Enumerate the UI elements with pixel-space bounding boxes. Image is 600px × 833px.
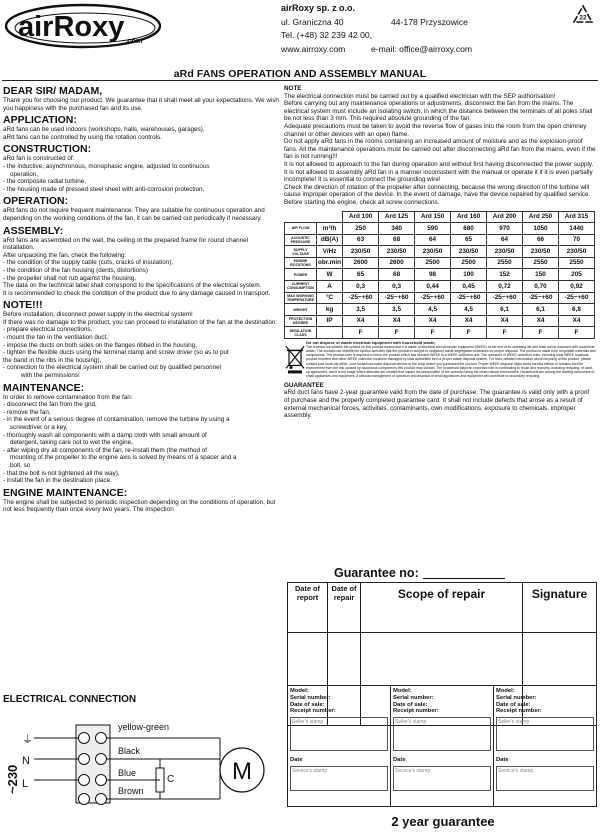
- table-row: [285, 292, 595, 304]
- table-cell: 3,5: [343, 304, 379, 316]
- table-cell: 230/50: [379, 246, 415, 258]
- table-cell: F: [451, 327, 487, 339]
- assembly-line: - the condition of the supply cable (cuts, cracks of insulation),: [3, 259, 174, 267]
- note-paragraph: Before carrying out any maintenance operations or adjustments, disconnect the fan from the mains. The electrical system must include an isolating switch, in which the distance between the terminals of all poles shall be not less than 3 mm. This required absolute grounding of the fan.: [284, 100, 593, 123]
- receipt-field[interactable]: Receipt number:: [496, 708, 542, 715]
- model-header: Ard 150: [415, 211, 451, 223]
- note-line: Before installation, disconnect power supply in the electrical system!: [3, 311, 193, 319]
- construction-line: operation,: [10, 170, 39, 178]
- row-label: AIR FLOW: [285, 223, 317, 235]
- assembly-heading: ASSEMBLY:: [3, 224, 64, 237]
- assembly-line: It is recommended to check the condition of the product due to any damage caused in transport.: [3, 289, 271, 297]
- postcode-city: 44-178 Przyszowice: [391, 16, 468, 27]
- two-year-guarantee: 2 year guarantee: [391, 814, 495, 829]
- weee-title: Do not dispose of waste electrical equipment with household waste.: [306, 340, 436, 346]
- row-unit: kg: [317, 304, 343, 316]
- table-cell: X4: [487, 315, 523, 327]
- ground-icon: ⏚: [22, 733, 33, 746]
- recycle-icon: [571, 4, 595, 28]
- row-label: INSULATION CLASS: [285, 327, 317, 339]
- note-paragraph: The electrical connection must be carried out by a qualified electrician with the SEP authorisation!: [284, 92, 556, 100]
- table-cell: -25~+60: [343, 292, 379, 304]
- sale-card: [288, 686, 391, 806]
- model-field[interactable]: Model:: [393, 688, 412, 694]
- table-cell: 230/50: [523, 246, 559, 258]
- maintenance-line: - remove the fan,: [3, 408, 51, 416]
- airroxy-logo: [4, 3, 162, 49]
- table-row: [285, 223, 595, 235]
- col-date-report: Date of report: [288, 583, 328, 633]
- receipt-field[interactable]: Receipt number:: [290, 708, 336, 715]
- assembly-line: The data on the technical label shall correspond to the specifications of the electrical system.: [3, 282, 262, 290]
- guarantee-heading: GUARANTEE: [284, 381, 324, 389]
- table-cell: 68: [379, 269, 415, 281]
- company-name: airRoxy sp. z o.o.: [281, 3, 356, 13]
- row-unit: °C: [317, 292, 343, 304]
- receipt-field[interactable]: Receipt number:: [393, 708, 439, 715]
- wire-black: Black: [118, 746, 141, 756]
- sale-date-field[interactable]: Date of sale:: [290, 701, 325, 708]
- construction-line: - the composite radial turbine,: [3, 178, 86, 186]
- street: ul. Graniczna 40: [281, 16, 344, 27]
- table-cell: 0,70: [523, 281, 559, 293]
- engine-maintenance-heading: ENGINE MAINTENANCE:: [3, 486, 128, 499]
- row-label: ACOUSTIC PRESSURE: [285, 234, 317, 246]
- application-line: aRd fans can be used indoors (workshops, halls, warehouses, garages).: [3, 126, 205, 134]
- assembly-line: After unpacking the fan, check the following:: [3, 251, 127, 259]
- technical-table: [284, 211, 595, 340]
- table-row: [285, 281, 595, 293]
- table-cell: F: [343, 327, 379, 339]
- sale-date-field[interactable]: Date of sale:: [393, 701, 428, 708]
- note-line: - connection to the electrical system shall be carried out by qualified personnel: [3, 364, 222, 372]
- right-column: [284, 85, 596, 420]
- table-cell: 6,1: [487, 304, 523, 316]
- table-cell: 0,3: [343, 281, 379, 293]
- guarantee-no-label: Guarantee no:: [334, 566, 419, 580]
- table-cell: X4: [523, 315, 559, 327]
- table-row: [285, 304, 595, 316]
- maintenance-line: - after wiping dry all components of the fan, re-install them (the method of: [3, 446, 208, 454]
- table-cell: 66: [523, 234, 559, 246]
- table-cell: 2550: [559, 257, 595, 269]
- maintenance-line: - that the bolt is not tightened all the way),: [3, 469, 120, 477]
- model-header: Ard 100: [343, 211, 379, 223]
- date-field[interactable]: Date: [496, 757, 509, 764]
- greeting-heading: DEAR SIR/ MADAM,: [3, 85, 103, 97]
- wire-yellow-green: yellow-green: [118, 722, 170, 732]
- row-unit: obr.min: [317, 257, 343, 269]
- maintenance-line: In order to remove contamination from the fan:: [3, 393, 133, 401]
- neutral-label: N: [22, 755, 30, 767]
- date-field[interactable]: Date: [393, 757, 406, 764]
- model-field[interactable]: Model:: [290, 688, 309, 694]
- maintenance-line: bolt, so: [10, 461, 31, 469]
- table-cell: 2500: [415, 257, 451, 269]
- application-heading: APPLICATION:: [3, 114, 77, 127]
- table-cell: 250: [343, 223, 379, 235]
- row-label: MAX WORKING TEMPERATURE: [285, 292, 317, 304]
- table-cell: 6,8: [559, 304, 595, 316]
- sale-card: [391, 686, 494, 806]
- table-cell: 3,5: [379, 304, 415, 316]
- note-paragraph: Check the direction of rotation of the propeller after connecting, because the wrong direction of the turbine will cause improper operation of the device. In the event of damage, have the device repaired by qualified service. Before starting the engine, check all screw connections.: [284, 183, 591, 206]
- note-paragraph: Do not apply aRd fans in the rooms containing an increased amount of moisture and as the explosion-proof fans. All the maintenance operations must be carried out after disconnecting aRd fan from the mains, even if the fan is not running!!!: [284, 138, 596, 161]
- guarantee-text: aRd duct fans have 2-year guarantee valid from the date of purchase. The guarantee is valid only with a proof of purchase and the properly completed guarantee card. It shall not include defects that arose as a result of external mechanical forces, activities, contaminants, own modifications, exposure to chemicals, improper assembly.: [284, 389, 590, 420]
- sale-date-field[interactable]: Date of sale:: [496, 701, 531, 708]
- row-label: SUPPLY VOLTAGE: [285, 246, 317, 258]
- note-line: - prepare electrical connections,: [3, 326, 93, 334]
- table-cell: -25~+60: [379, 292, 415, 304]
- row-unit: A: [317, 281, 343, 293]
- row-unit: dB(A): [317, 234, 343, 246]
- table-cell: 2500: [451, 257, 487, 269]
- table-row: [285, 257, 595, 269]
- maintenance-line: - thoroughly wash all components with a damp cloth with small amount of: [3, 431, 207, 439]
- table-cell: 150: [523, 269, 559, 281]
- assembly-line: - the condition of the fan housing (dents, distortions): [3, 266, 148, 274]
- table-cell: 4,5: [415, 304, 451, 316]
- divider: [2, 80, 598, 81]
- motor-label: M: [232, 758, 252, 785]
- note-line: the band in the ribs in the housing),: [3, 356, 102, 364]
- row-label: ENGINE ROTATIONS: [285, 257, 317, 269]
- table-cell: -25~+60: [415, 292, 451, 304]
- service-stamp-box: Service's stamp: [290, 766, 388, 791]
- table-cell: 205: [559, 269, 595, 281]
- guarantee-no-line: [423, 578, 505, 579]
- table-cell: 0,72: [487, 281, 523, 293]
- table-cell: X4: [415, 315, 451, 327]
- construction-intro: aRd fan is constructed of:: [3, 155, 75, 163]
- maintenance-heading: MAINTENANCE:: [3, 381, 85, 394]
- table-cell: X4: [343, 315, 379, 327]
- note-line: If there was no damage to the product, you can proceed to installation of the fan at the destination:: [3, 318, 278, 326]
- recycle-code: 22: [579, 14, 587, 22]
- table-cell: -25~+60: [451, 292, 487, 304]
- application-line: aRd fans can be controlled by using the rotation controls.: [3, 133, 162, 141]
- date-field[interactable]: Date: [290, 757, 303, 764]
- left-column: [3, 85, 279, 514]
- row-label: WEIGHT: [285, 304, 317, 316]
- serial-field[interactable]: Serial number:: [290, 694, 331, 701]
- table-cell: 2550: [487, 257, 523, 269]
- table-cell: F: [415, 327, 451, 339]
- table-cell: 152: [487, 269, 523, 281]
- note-line: - impose the ducts on both sides on the flanges ribbed in the housing,: [3, 341, 197, 349]
- sale-card: [494, 686, 596, 806]
- table-cell: 970: [487, 223, 523, 235]
- note-line: - tighten the flexible ducts using the terminal clamp and screw driver (so as to put: [3, 349, 229, 357]
- note-line: - mount the fan in the ventilation duct,: [3, 334, 109, 342]
- table-cell: 0,92: [559, 281, 595, 293]
- capacitor-label: C: [167, 774, 175, 785]
- table-cell: F: [523, 327, 559, 339]
- table-cell: 590: [415, 223, 451, 235]
- seller-stamp-box: Seller's stamp: [393, 717, 491, 751]
- table-cell: 63: [343, 234, 379, 246]
- table-cell: 0,3: [379, 281, 415, 293]
- table-cell: 680: [451, 223, 487, 235]
- row-unit: IP: [317, 315, 343, 327]
- serial-field[interactable]: Serial number:: [393, 694, 434, 701]
- table-row: [285, 269, 595, 281]
- table-cell: X4: [451, 315, 487, 327]
- electrical-connection-heading: ELECTRICAL CONNECTION: [3, 694, 137, 705]
- table-cell: 98: [415, 269, 451, 281]
- table-cell: 65: [343, 269, 379, 281]
- svg-text:.com: .com: [125, 36, 143, 45]
- table-row: [285, 234, 595, 246]
- table-cell: 2600: [379, 257, 415, 269]
- email-link[interactable]: e-mail: office@airroxy.com: [371, 43, 473, 54]
- assembly-line: aRd fans are assembled on the wall, the ceiling ot the prepared frame for round channel installation.: [3, 236, 249, 252]
- table-cell: -25~+60: [487, 292, 523, 304]
- assembly-line: - the propeller shall not rub against the housing.: [3, 274, 137, 282]
- table-cell: F: [559, 327, 595, 339]
- weee-text: The crossed-out wheelie bin symbol on this product means that it is waste of electrical and electronic equipment (WEEE) at the end of its operating life and shall not be disposed with household waste. The crossed-out wheelie bin symbol specifies that the product is subject to obligatory waste segregation schedules for proper disposal. The product is made from recyclable materials and components. The product user is required to return the product which has become WEEE to a WEEE collection unit. The operators of WEEE collection units, including local WEEE locations, product resellers and other WEEE collection locations managed by local authorities form a proper waste disposal system. For more detailed information about recycling of this product, please contact your local city office, your household waste disposal service or the shop where you purchased the product. Proper WEEE disposal helps avoid harmful effects to humans and the environment from the risk caused by hazardous components this product may contain. The household plays an important role in contributing to reuse and recovery, including recycling, of used-up appliances, and it is the stage where attitudes are created that impact the preservation of the common being the clean natural environment. Households are among the leading consumers of small appliances and equipment. A rational management of operation and disposal of small appliances and equipment will contribute to secondary recycling.: [306, 345, 596, 378]
- voltage-label: ~230: [5, 764, 20, 794]
- table-cell: X4: [559, 315, 595, 327]
- website-link[interactable]: www.airroxy.com: [281, 43, 346, 54]
- model-header: Ard 200: [487, 211, 523, 223]
- table-row: [285, 315, 595, 327]
- sale-cards: [287, 685, 597, 807]
- maintenance-line: - install the fan in the destination place.: [3, 477, 112, 485]
- table-cell: X4: [379, 315, 415, 327]
- company-info: [281, 2, 472, 56]
- model-header: Ard 315: [559, 211, 595, 223]
- col-signature: Signature: [523, 583, 597, 633]
- row-unit: m³/h: [317, 223, 343, 235]
- table-cell: 230/50: [487, 246, 523, 258]
- table-cell: 230/50: [415, 246, 451, 258]
- model-header: Ard 250: [523, 211, 559, 223]
- table-cell: -25~+60: [559, 292, 595, 304]
- table-row: [285, 246, 595, 258]
- row-unit: [317, 327, 343, 339]
- note-paragraph: Adequate precautions must be taken to avoid the reverse flow of gases into the room from the open chimney channel or other devices with an open flame.: [284, 122, 587, 138]
- engine-maintenance-text: The engine shall be subjected to periodic inspection depending on the conditions of operation, but not less frequently than once every two years. The inspection: [3, 498, 276, 514]
- row-unit: W: [317, 269, 343, 281]
- table-cell: 65: [451, 234, 487, 246]
- model-field[interactable]: Model:: [496, 688, 515, 694]
- maintenance-line: mounting of the propeller to the engine axis is solved by means of a spacer and a: [10, 454, 237, 462]
- model-header: Ard 125: [379, 211, 415, 223]
- table-cell: 1050: [523, 223, 559, 235]
- row-label: POWER: [285, 269, 317, 281]
- table-cell: 100: [451, 269, 487, 281]
- maintenance-line: screwdriver or a key,: [10, 424, 68, 431]
- table-cell: 64: [415, 234, 451, 246]
- table-cell: 70: [559, 234, 595, 246]
- maintenance-line: detergent, taking care not to wet the engine,: [10, 439, 133, 447]
- table-cell: 0,45: [451, 281, 487, 293]
- construction-line: - the housing made of pressed steel sheet with anti-corrosion protection.: [3, 185, 205, 193]
- model-header: Ard 160: [451, 211, 487, 223]
- terminal-block: [76, 725, 110, 805]
- construction-heading: CONSTRUCTION:: [3, 143, 92, 156]
- row-label: PROTECTION DEGREE: [285, 315, 317, 327]
- note-paragraph: It is not allowed to approach to the fan during operation and without first having disconnected the power supply. It is not allowed to assembly aRd fan in a manner inconsistent with the manual or operate it if it is even partially incomplete! It is essential to connect the grounding wire!: [284, 160, 594, 184]
- table-cell: 0,44: [415, 281, 451, 293]
- wiring-diagram: [0, 708, 282, 830]
- row-label: CURRENT CONSUMPTION: [285, 281, 317, 293]
- table-cell: 230/50: [343, 246, 379, 258]
- table-cell: 230/50: [559, 246, 595, 258]
- table-cell: 4,5: [451, 304, 487, 316]
- note-line: with the permissions!: [21, 372, 80, 380]
- seller-stamp-box: Seller's stamp: [290, 717, 388, 751]
- note-heading: NOTE!!!: [3, 299, 43, 312]
- wire-blue: Blue: [118, 768, 137, 778]
- col-date-repair: Date of repair: [328, 583, 361, 633]
- table-header-row: [285, 211, 595, 223]
- maintenance-line: - in the event of a serious degree of contamination, remove the turbine by using a: [3, 416, 230, 424]
- table-cell: 1440: [559, 223, 595, 235]
- table-cell: 2550: [523, 257, 559, 269]
- service-stamp-box: Service's stamp: [496, 766, 594, 791]
- crossed-bin-icon: [284, 341, 306, 378]
- table-cell: F: [487, 327, 523, 339]
- svg-text:airRoxy: airRoxy: [18, 11, 125, 43]
- wire-brown: Brown: [118, 786, 144, 796]
- table-cell: 230/50: [451, 246, 487, 258]
- serial-field[interactable]: Serial number:: [496, 694, 537, 701]
- seller-stamp-box: Seller's stamp: [496, 717, 594, 751]
- table-cell: 6,1: [523, 304, 559, 316]
- table-cell: 64: [487, 234, 523, 246]
- table-cell: 340: [379, 223, 415, 235]
- note-heading-right: NOTE: [284, 85, 302, 92]
- service-stamp-box: Service's stamp: [393, 766, 491, 791]
- table-cell: 68: [379, 234, 415, 246]
- table-cell: 2600: [343, 257, 379, 269]
- operation-heading: OPERATION:: [3, 195, 69, 208]
- table-cell: F: [379, 327, 415, 339]
- col-scope: Scope of repair: [361, 583, 523, 633]
- table-row: [285, 327, 595, 339]
- phone: Tel. (+48) 32 239 42 00,: [281, 30, 373, 40]
- page-title: aRd FANS OPERATION AND ASSEMBLY MANUAL: [173, 68, 427, 80]
- row-unit: V/Hz: [317, 246, 343, 258]
- live-label: L: [22, 778, 29, 790]
- construction-line: - the inductive, asynchronous, monophasic engine, adjusted to continuous: [3, 162, 210, 170]
- table-cell: -25~+60: [523, 292, 559, 304]
- maintenance-line: - disconnect the fan from the grid,: [3, 401, 97, 409]
- operation-text: aRd fans do not require frequent maintenance. They are suitable for continuous operation and depending on the working conditions of the fan, it can be carried out periodically if necessary.: [3, 207, 265, 222]
- weee-notice: [284, 341, 596, 378]
- greeting-text: Thank you for choosing our product. We guarantee that it shall meet all your expectations. We wish you happiness with the purchased fan and its use.: [3, 97, 279, 112]
